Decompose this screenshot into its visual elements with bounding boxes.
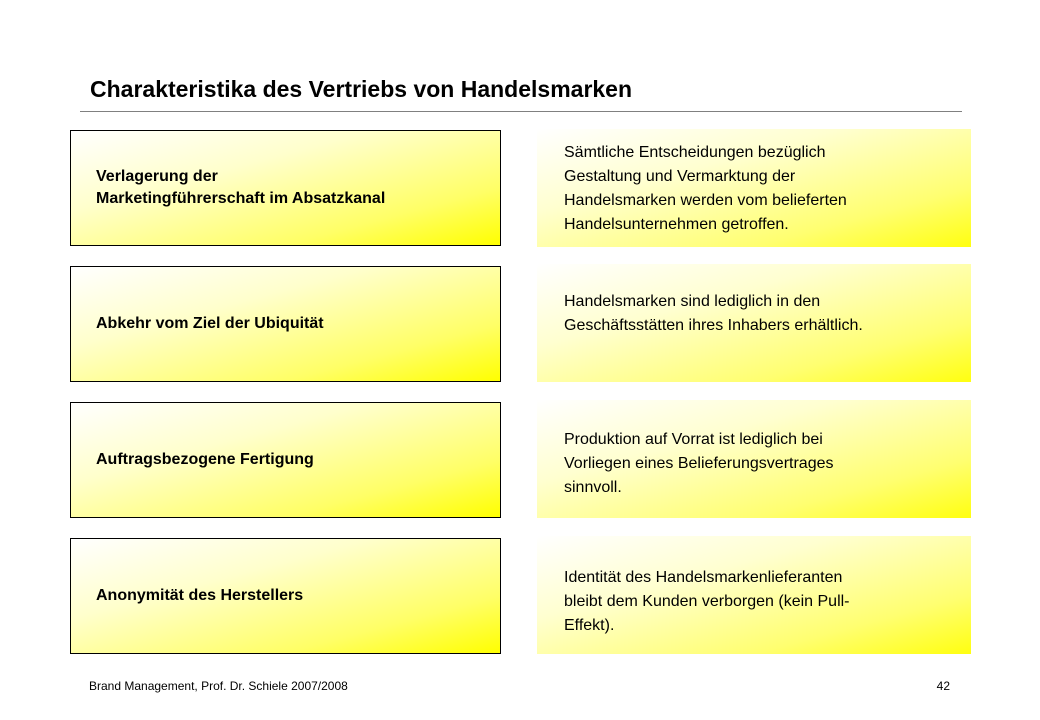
description-2-line-2: Geschäftsstätten ihres Inhabers erhältlich. bbox=[564, 317, 863, 334]
characteristic-heading-1-line-1: Verlagerung der bbox=[96, 168, 218, 185]
description-box-3 bbox=[537, 400, 971, 518]
title-underline bbox=[80, 111, 962, 112]
description-2-line-1: Handelsmarken sind lediglich in den bbox=[564, 293, 821, 310]
footer-source: Brand Management, Prof. Dr. Schiele 2007/2008 bbox=[89, 679, 348, 693]
description-box-2 bbox=[537, 264, 971, 382]
description-4-line-2: bleibt dem Kunden verborgen (kein Pull- bbox=[564, 593, 850, 610]
description-box-1 bbox=[537, 129, 971, 247]
characteristic-heading-2: Abkehr vom Ziel der Ubiquität bbox=[96, 315, 324, 332]
description-box-4 bbox=[537, 536, 971, 654]
description-1-line-3: Handelsmarken werden vom belieferten bbox=[564, 192, 847, 209]
description-3-line-3: sinnvoll. bbox=[564, 479, 622, 496]
characteristic-heading-1 bbox=[96, 166, 385, 210]
characteristic-box-2 bbox=[70, 266, 501, 382]
page-number: 42 bbox=[936, 679, 950, 693]
characteristic-heading-1-line-2: Marketingführerschaft im Absatzkanal bbox=[96, 190, 386, 207]
description-1-line-2: Gestaltung und Vermarktung der bbox=[564, 168, 796, 185]
slide-title: Charakteristika des Vertriebs von Handelsmarken bbox=[90, 76, 633, 102]
description-1-line-1: Sämtliche Entscheidungen bezüglich bbox=[564, 144, 826, 161]
description-4-line-1: Identität des Handelsmarkenlieferanten bbox=[564, 569, 843, 586]
characteristic-heading-3: Auftragsbezogene Fertigung bbox=[96, 451, 314, 468]
description-1-line-4: Handelsunternehmen getroffen. bbox=[564, 216, 789, 233]
description-4-line-3: Effekt). bbox=[564, 617, 615, 634]
characteristic-box-4 bbox=[70, 538, 501, 654]
description-3-line-2: Vorliegen eines Belieferungsvertrages bbox=[564, 455, 834, 472]
description-3-line-1: Produktion auf Vorrat ist lediglich bei bbox=[564, 431, 823, 448]
characteristic-heading-4: Anonymität des Herstellers bbox=[96, 587, 304, 604]
characteristic-box-3 bbox=[70, 402, 501, 518]
characteristic-box-1 bbox=[70, 130, 501, 246]
